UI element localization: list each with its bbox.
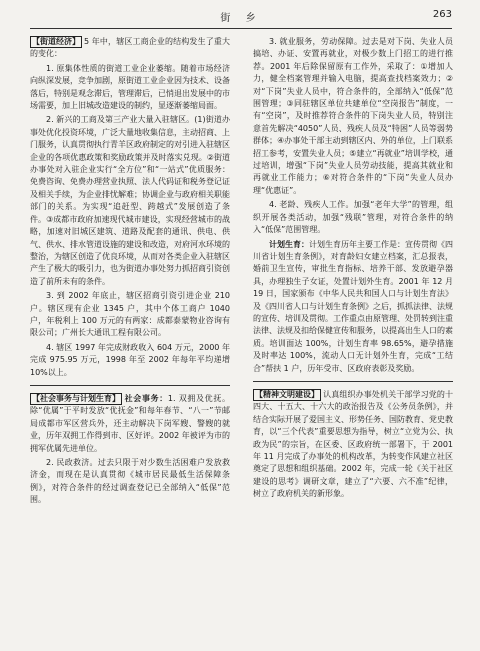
- social-paragraph-2: 2. 民政救济。过去只限于对少数生活困难户发放救济金，而现在是认真贯彻《城市居民最低生活保障条例》，对符合条件的经过调查登记已全部纳入“低保”范围。: [30, 458, 230, 505]
- left-column: [30, 36, 230, 509]
- right-column: [253, 36, 453, 503]
- page-number: 263: [432, 9, 452, 20]
- economy-intro: [30, 36, 230, 61]
- economy-paragraph-3: 3. 到 2002 年底止，辖区招商引资引进企业 210 户。辖区现有企业 1345 户，其中个体工商户 1040 户，年税利上 100 万元的有两家：成都泰蒙物业咨询有限公司；广州长大通讯工程有限公司。: [30, 291, 230, 338]
- elderly-paragraph: 4. 老龄、残疾人工作。加强“老年大学”的管理，组织开展各类活动，加强“残联”管理，对符合条件的纳入“低保”范围管理。: [253, 200, 453, 235]
- social-intro-text: 1. 双拥及优抚。除“优属”于平时发放“优抚金”和每年春节、“八一”节邮局成都市军区营兵外，还主动解决下岗军嫂、警嫂的就业，历年双拥工作得到市、区好评。2002 年被评为市的拥军优属先进单位。: [30, 393, 230, 453]
- section-tag-economy: 【街道经济】: [32, 37, 80, 46]
- header-title: 街 乡: [220, 13, 262, 24]
- section-divider: [30, 385, 230, 386]
- social-intro: [30, 393, 230, 455]
- family-planning-paragraph: [253, 239, 453, 375]
- family-planning-text: 计划生育历年主要工作是：宣传贯彻《四川省计划生育条例》，对育龄妇女建立档案，汇总报表，婚前卫生宣传，审批生育指标、培养干部、发放避孕器具，办理独生子女证，处置计划外生育。2001 年 12 月 19 日，国家颁布《中华人民共和国人口与计划生育法》及《四川省人口与计划生育条例》之后，抓抓法律、法规的宣传、培训及贯彻。工作重点由原管理、处罚转到注重法律、法规及扣给保健宣传和服务，以提高出生人口的素质。培训面达 100%，计划生育率 98.65%，避孕措施及时率达 100%，流动人口无计划外生育，完成“工结合”帮扶 1 户，历年受市、区政府表彰及奖励。: [253, 239, 453, 373]
- section-tag-civilization: 【精神文明建设】: [255, 389, 319, 399]
- economy-paragraph-1: 1. 原集体性质的街道工业企业萎缩。随着市场经济向纵深发展，竞争加剧，原街道工业企业因为技术、设备落后，特别是观念滞后，管理滞后，已悄退出发展中的市场需要，加上旧城改造建设的制约，显逐渐萎缩局面。: [30, 63, 230, 111]
- section-divider-right: [253, 381, 453, 382]
- employment-paragraph: 3. 就业服务，劳动保障。过去是对下岗、失业人员搞培、办证、安置再就业，对极少数上门招工的进行推荐。2001 年后除保留原有工作外，采取了：①增加人力，健全档案管理并输入电脑，提高查找档案效力；②对“下岗”失业人员中，符合条件的，全部纳入“低保”范围管理；③同驻辖区单位共建单位“空岗报告”制度，一有“空岗”，及时推荐符合条件的下岗失业人员，特别注意首先解决“4050”人员、残疾人员及“特困”人员等弱势群体；④办事处干部主动到辖区内、外的单位，上门联系招工参考，安置失业人员；⑤建立“再就业”培训学校，通过培训，增强“下岗”失业人员劳动技能，提高其就业和再就业工作能力；⑥对符合条件的“下岗”失业人员办理“优惠证”。: [253, 37, 453, 195]
- civilization-text: 认真组织办事处机关干部学习党的十四大、十五大、十六大的政治报告及《公务员条例》，并结合实际开展了爱国主义、形势任务、国防教育、党史教育，以“三个代表”重要思想为指导，树立“立党为公、执政为民”的宗旨，在区委、区政府统一部署下，于 2001 年 11 月完成了办事处的机构改革，为转变作风建立社区奠定了思想和组织基础。2002 年，完成一轮《关于社区建设的思考》调研文章，建立了“六要、六不准”纪律，树立了政府机关的新形象。: [253, 389, 453, 499]
- section-tag-social: 【社会事务与计划生育】: [32, 393, 120, 403]
- family-planning-label: 计划生育：: [269, 239, 309, 249]
- civilization-paragraph: [253, 389, 453, 501]
- economy-paragraph-4: 4. 辖区 1997 年完成财政收入 604 万元，2000 年完成 975.95 万元，1998 年至 2002 年每年平均递增 10%以上。: [30, 342, 230, 377]
- social-label: 社会事务：: [124, 393, 168, 403]
- economy-paragraph-2: 2. 新兴的工商及第三产业大量入驻辖区。(1)街道办事处优化投资环境，广泛大量地收集信息，主动招商、上门服务，认真贯彻执行青羊区政府制定的对引进入驻辖区企业的各项优惠政策和奖励政策并及时落实兑现。②街道办事处对入驻企业实行“全方位”和“一站式”优质服务：免费咨询、免费办理营业执照、法人代码证和税务登记证及相关手续，为企业排忧解难；协调企业与政府相关职能部门的关系。为实现“追赶型、跨越式”发展创造了条件。③成都市政府加速现代城市建设，实现经营城市的战略，加速对旧城区建筑、道路及配套的通讯、供电、供气、供水、排水管道设施的建设和改造，对府河水环境的整治，为辖区创造了优良环境，从而对各类企业入驻辖区产生了极大的吸引力，也为街道办事处努力抓招商引资创造了前所未有的条件。: [30, 115, 230, 286]
- economy-intro-text: 5 年中，辖区工商企业的结构发生了重大的变化：: [30, 37, 230, 59]
- running-header: [30, 6, 452, 29]
